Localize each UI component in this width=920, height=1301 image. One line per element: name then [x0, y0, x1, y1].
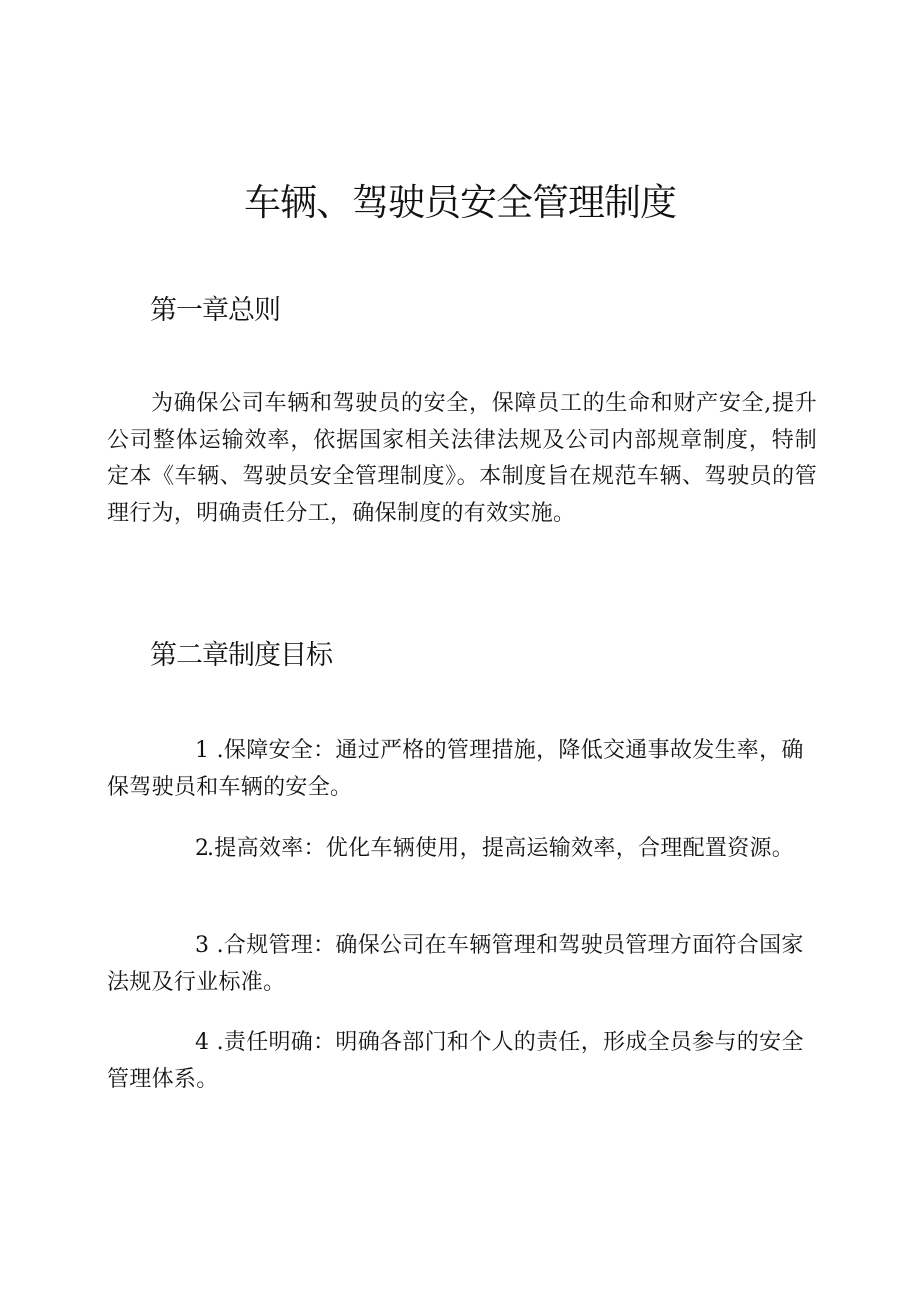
goal-item-text: .责任明确：明确各部门和个人的责任，形成全员参与的安全管理体系。: [107, 1030, 804, 1092]
document-title: 车辆、驾驶员安全管理制度: [244, 181, 676, 224]
goal-item-number: 1: [195, 738, 210, 763]
goal-item-1: [107, 733, 817, 806]
chapter-1-heading: 第一章总则: [150, 295, 280, 326]
goal-item-number: 2: [195, 836, 210, 861]
goal-item-4: [107, 1025, 817, 1098]
goal-item-text: .提高效率：优化车辆使用，提高运输效率，合理配置资源。: [207, 836, 795, 861]
goal-item-2: [107, 831, 817, 868]
chapter-2-heading: 第二章制度目标: [150, 640, 332, 671]
goal-item-number: 3: [195, 933, 210, 958]
chapter-1-paragraph: 为确保公司车辆和驾驶员的安全，保障员工的生命和财产安全,提升公司整体运输效率，依据国家相关法律法规及公司内部规章制度，特制定本《车辆、驾驶员安全管理制度》。本制度旨在规范车辆、驾驶员的管理行为，明确责任分工，确保制度的有效实施。: [107, 391, 817, 526]
goal-item-text: .保障安全：通过严格的管理措施，降低交通事故发生率，确保驾驶员和车辆的安全。: [107, 738, 804, 800]
goal-item-3: [107, 928, 817, 1001]
goal-item-number: 4: [195, 1030, 210, 1055]
goal-item-text: .合规管理：确保公司在车辆管理和驾驶员管理方面符合国家法规及行业标准。: [107, 933, 804, 995]
